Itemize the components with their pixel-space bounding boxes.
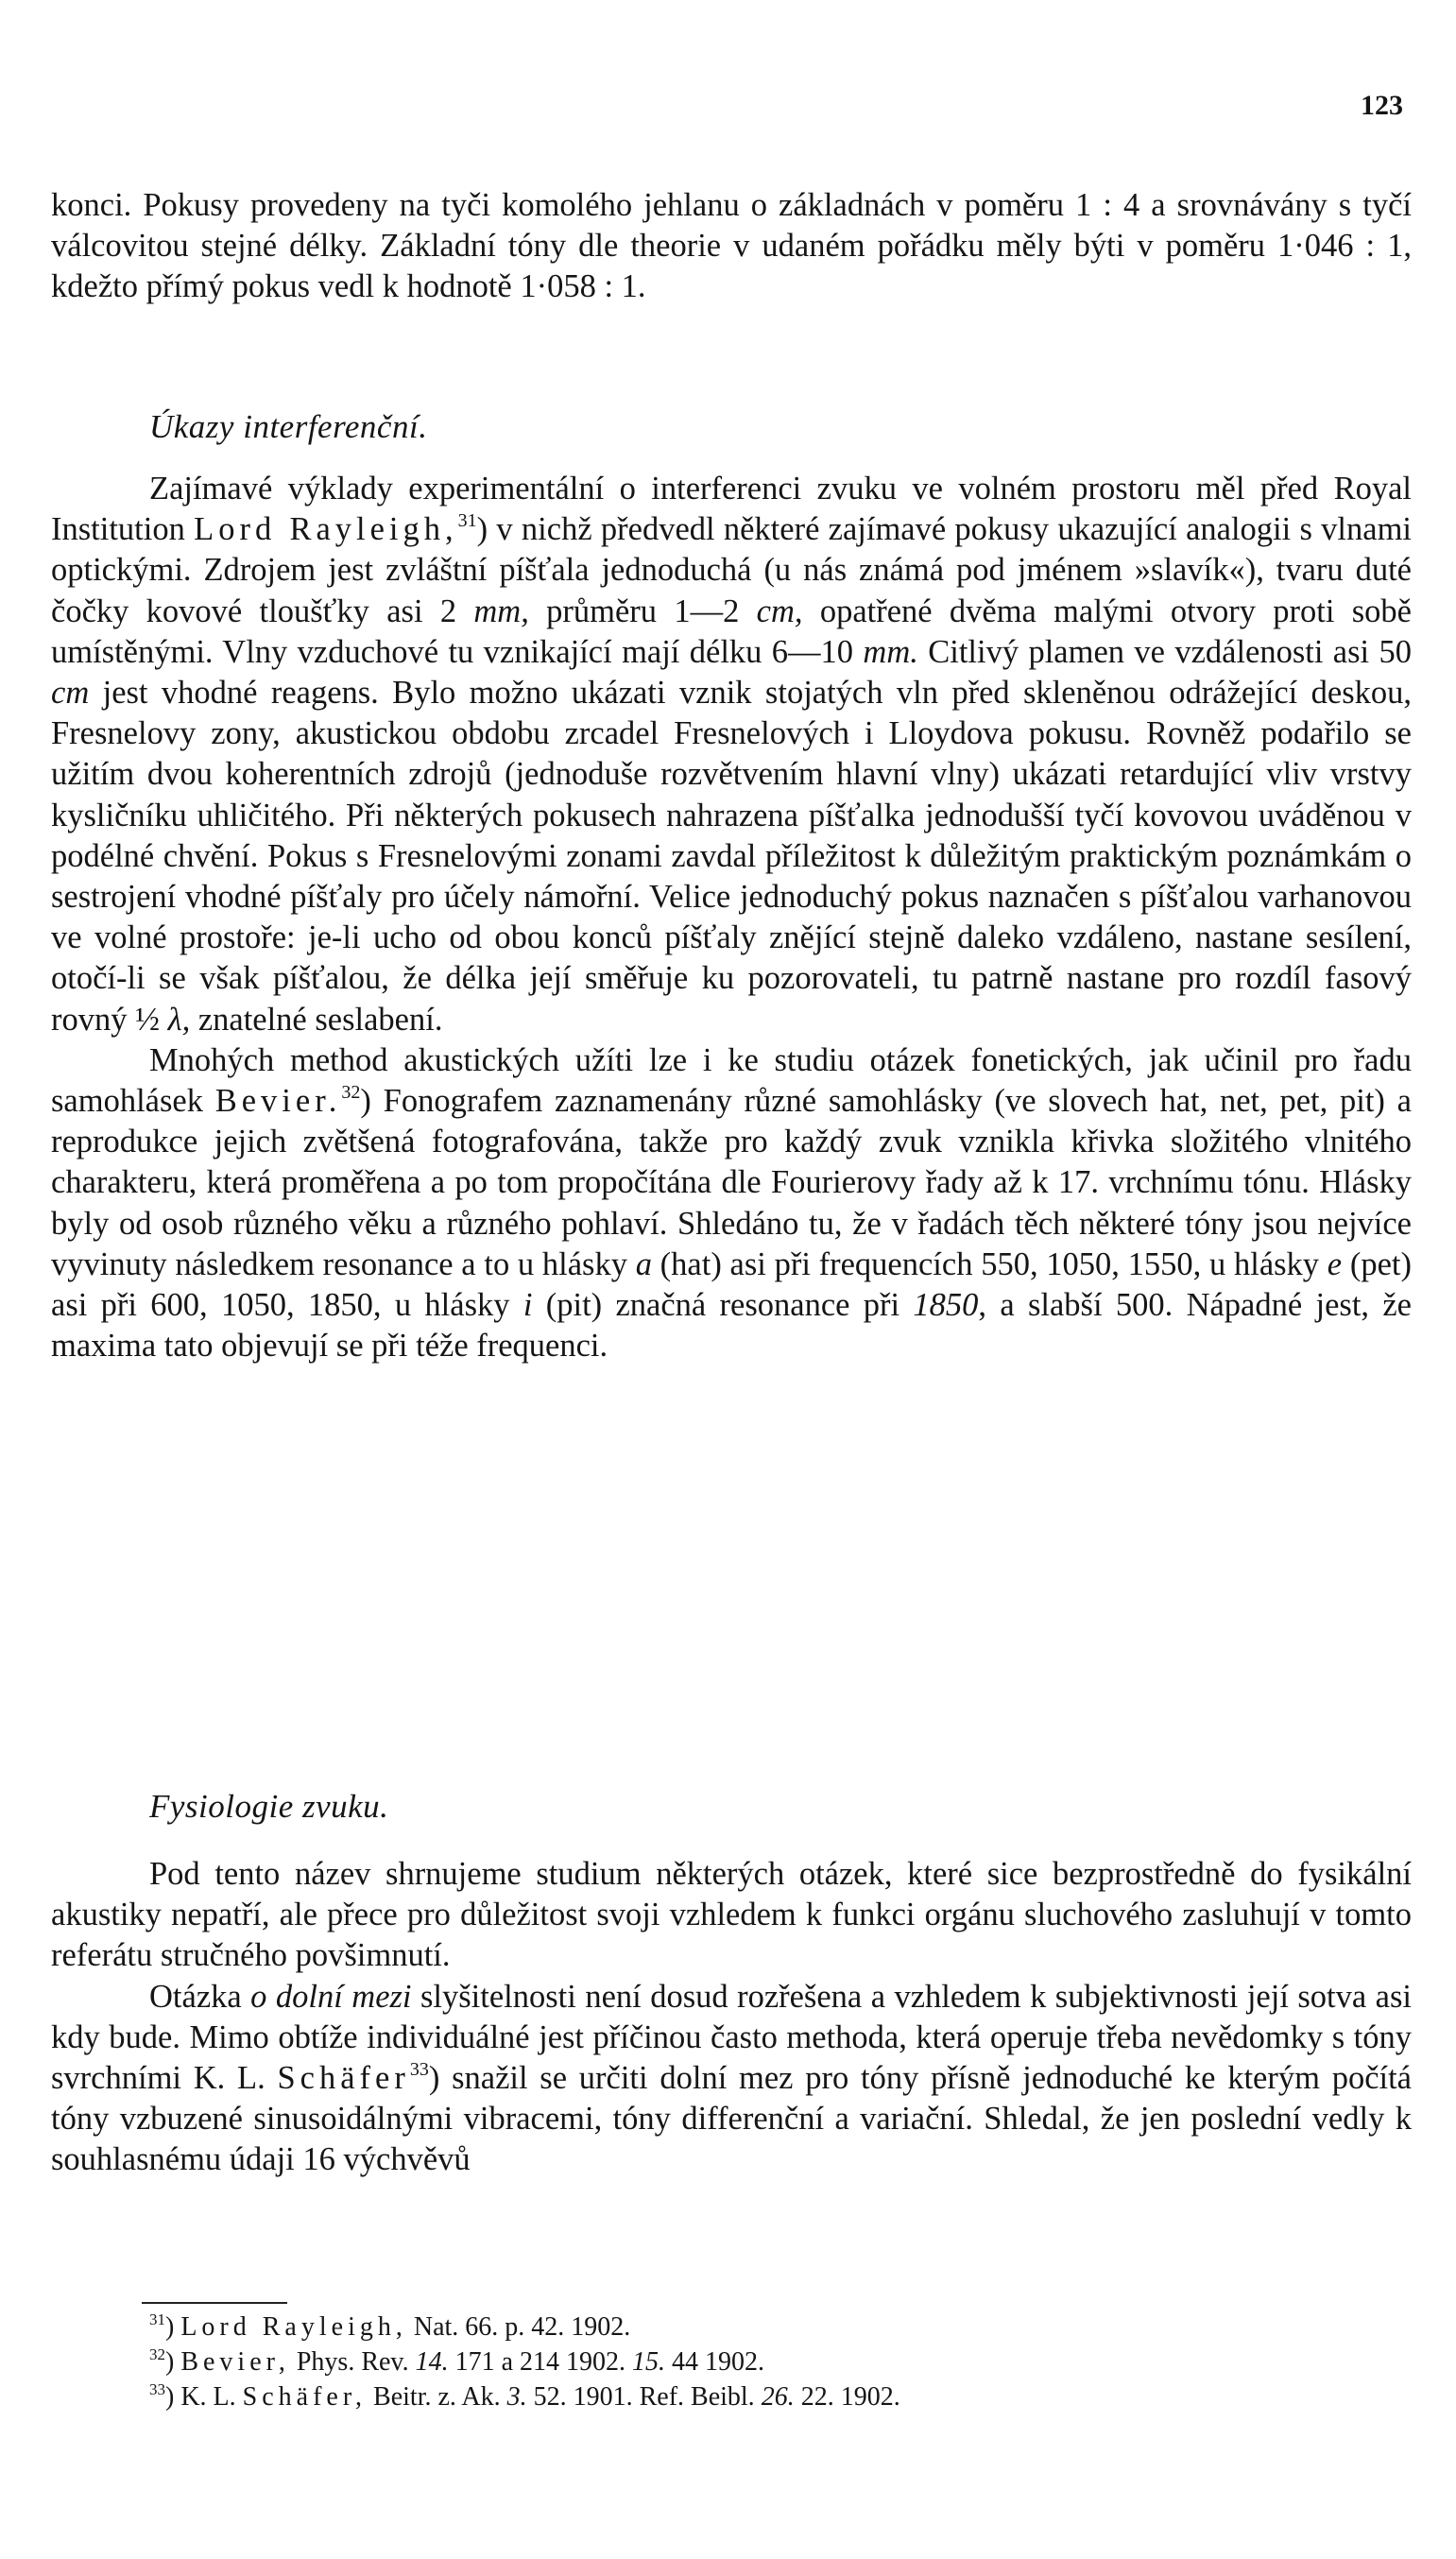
paragraph-3-text: (pet) asi při 600, 1050, 1850, u hlásky (51, 1245, 1412, 1324)
footnote-text: Nat. 66. p. 42. 1902. (406, 2312, 631, 2342)
unit-cm: cm, (756, 593, 803, 629)
paragraph-3-text: Mnohých method akustických užíti lze i ke studiu otázek fonetických, jak učinil pro řadu samohlásek (51, 1041, 1412, 1120)
paragraph-2-text: průměru 1—2 (528, 593, 757, 629)
footnote-text: Beitr. z. Ak. (367, 2382, 507, 2412)
author-rayleigh: Lord Rayleigh, (194, 511, 458, 548)
footnote-text: 171 a 214 1902. (448, 2347, 633, 2377)
paragraph-3 (51, 1040, 1412, 1367)
footnote-author: Lord Rayleigh, (180, 2312, 407, 2342)
emphasis-lower-limit: o dolní mezi (250, 1978, 412, 2015)
footnote-ref-33: 33 (409, 2059, 429, 2081)
paragraph-5 (51, 1977, 1412, 2181)
footnote-33: $^{33}$) K. L. Schäfer, Beitr. z. Ak. 3. 52. 1901. Ref. Beibl. 26. 22. 1902. (149, 2380, 900, 2412)
frequency-value: 1850 (913, 1287, 979, 1324)
paragraph-3-text: ) Fonografem zaznamenány různé samohlásky (ve slovech hat, net, pet, pit) a reprodukce jejich zvětšená fotografována, takže pro každý zvuk vznikla křivka složitého vlnitého charakteru, která proměřena a po tom propočítána dle Fourierovy řady až k 17. vrchnímu tónu. Hlásky byly od osob různého věku a různého pohlaví. Shledáno tu, že v řadách těch některé tóny jsou nejvíce vyvinuty následkem resonance a to u hlásky (51, 1083, 1412, 1282)
author-bevier: Bevier. (214, 1083, 342, 1120)
volume-number: 14. (415, 2347, 449, 2377)
footnote-author: Schäfer, (242, 2382, 368, 2412)
paragraph-2-text: ) v nichž předvedl některé zajímavé pokusy ukazující analogii s vlnami optickými. Zdrojem jest zvláštní píšťala jednoduchá (u nás známá pod jménem »slavík«), tvaru duté čočky kovové tloušťky asi 2 (51, 511, 1412, 629)
footnote-number: 31 (149, 2310, 165, 2328)
paragraph-2-text: Citlivý plamen ve vzdálenosti asi 50 (917, 633, 1413, 670)
vowel-i: i (522, 1287, 533, 1324)
footnote-ref-31: 31 (457, 510, 477, 532)
unit-mm: mm, (473, 593, 529, 629)
paragraph-3-text: (pit) značná resonance při (532, 1287, 914, 1324)
page-number: 123 (1361, 90, 1403, 121)
lambda-symbol: λ, (160, 1001, 191, 1038)
paragraph-2-text: jest vhodné reagens. Bylo možno ukázati vznik stojatých vln před skleněnou odrážející deskou, Fresnelovy zony, akustickou obdobu zrcadel Fresnelových i Lloydova pokusu. Rovněž podařilo se užitím dvou koherentních zdrojů (jednoduše rozvětvením hlavní vlny) ukázati retardující vliv vrstvy kysličníku uhličitého. Při některých pokusech nahrazena píšťalka jednodušší tyčí kovovou uváděnou v podélné chvění. Pokus s Fresnelovými zonami zavdal příležitost k důležitým praktickým poznámkám o sestrojení vhodné píšťaly pro účely námořní. Velice jednoduchý pokus naznačen s píšťalou varhanovou ve volné prostoře: je-li ucho od obou konců píšťaly znějící stejně daleko vzdáleno, nastane sesílení, otočí-li se však píšťalou, že délka její směřuje ku pozorovateli, tu patrně nastane pro rozdíl fasový rovný (51, 675, 1412, 1038)
paragraph-5-text: Otázka (149, 1978, 251, 2015)
vowel-e: e (1327, 1245, 1343, 1282)
footnote-31: $^{31}$) Lord Rayleigh, Nat. 66. p. 42. 1902. (149, 2310, 631, 2342)
volume-number: 3. (506, 2382, 527, 2412)
footnote-divider (142, 2302, 287, 2304)
paragraph-3-text: , a slabší 500. Nápadné jest, že maxima tato objevují se při téže frequenci. (51, 1287, 1412, 1365)
paragraph-2-text: opatřené dvěma malými otvory proti sobě umístěnými. Vlny vzduchové tu vznikající mají délku 6—10 (51, 593, 1412, 670)
footnote-text: 44 1902. (665, 2347, 765, 2377)
author-schafer: Schäfer (277, 2060, 410, 2097)
paragraph-4: Pod tento název shrnujeme studium některých otázek, které sice bezprostředně do fysikální akustiky nepatří, ale přece pro důležitost svoji vzhledem k funkci orgánu sluchového zasluhují v tomto referátu stručného povšimnutí. (51, 1856, 1412, 1974)
paragraph-interference (51, 469, 1412, 1366)
footnotes (149, 2310, 1378, 2414)
paragraph-5-text: ) snažil se určiti dolní mez pro tóny přísně jednoduché ke kterým počítá tóny vzbuzené sinusoidálnými vibracemi, tóny differenční a variační. Shledal, že jen poslední vedly k souhlasnému údaji 16 výchvěvů (51, 2060, 1412, 2178)
paragraph-2-text: znatelné seslabení. (190, 1001, 443, 1038)
vowel-a: a (635, 1245, 652, 1282)
paragraph-3-text: (hat) asi při frequencích 550, 1050, 1550, u hlásky (651, 1245, 1328, 1282)
volume-number: 15. (632, 2347, 666, 2377)
section-heading-interference: Úkazy interferenční. (149, 408, 428, 445)
fraction-half: ½ (135, 1001, 160, 1038)
unit-mm: mm. (863, 633, 918, 670)
footnote-text: 52. 1901. Ref. Beibl. (526, 2382, 762, 2412)
unit-cm: cm (51, 675, 90, 712)
footnote-ref-32: 32 (341, 1082, 361, 1104)
footnote-number: 32 (149, 2345, 165, 2363)
paragraph-2 (51, 469, 1412, 1040)
footnote-author: Bevier, (180, 2347, 290, 2377)
volume-number: 26. (761, 2382, 795, 2412)
paragraph-1: konci. Pokusy provedeny na tyči komolého jehlanu o základnách v poměru 1 : 4 a srovnávány s tyčí válcovitou stejné délky. Základní tóny dle theorie v udaném pořádku měly býti v poměru 1·046 : 1, kdežto přímý pokus vedl k hodnotě 1·058 : 1. (51, 187, 1412, 305)
paragraph-2-text: Zajímavé výklady experimentální o interferenci zvuku ve volném prostoru měl před Royal Institution (51, 471, 1412, 548)
paragraph-continuation (51, 185, 1412, 308)
footnote-text: 22. 1902. (794, 2382, 900, 2412)
paragraph-physiology (51, 1854, 1412, 2181)
footnote-32: $^{32}$) Bevier, Phys. Rev. 14. 171 a 214 1902. 15. 44 1902. (149, 2345, 765, 2377)
footnote-text: Phys. Rev. (289, 2347, 416, 2377)
footnote-number: 33 (149, 2380, 165, 2398)
section-heading-physiology: Fysiologie zvuku. (149, 1788, 389, 1825)
paragraph-5-text: slyšitelnosti není dosud rozřešena a vzhledem k subjektivnosti její sotva asi kdy bude. Mimo obtíže individuálné jest příčinou často methoda, která operuje třeba nevědomky s tóny svrchními K. L. (51, 1978, 1412, 2097)
footnote-initials: K. L. (180, 2382, 243, 2412)
